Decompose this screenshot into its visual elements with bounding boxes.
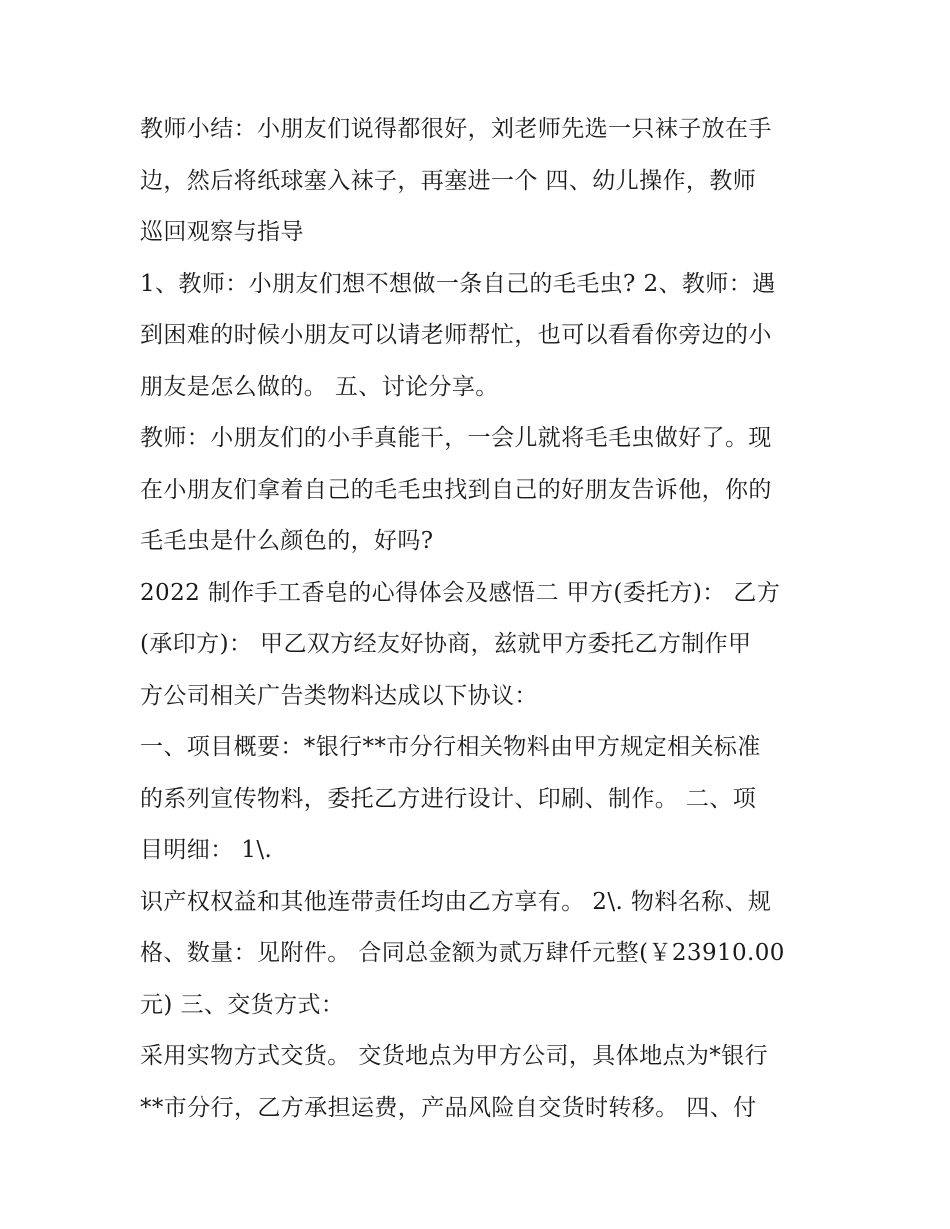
text-line: 1、教师：小朋友们想不想做一条自己的毛毛虫? 2、教师：遇 [140,270,776,297]
text-line: 到困难的时候小朋友可以请老师帮忙，也可以看看你旁边的小 [140,322,772,348]
text-line: 采用实物方式交货。 交货地点为甲方公司，具体地点为*银行 [140,1043,769,1069]
text-line: 的系列宣传物料，委托乙方进行设计、印刷、制作。 二、项 [140,785,757,812]
text-line: 一、项目概要：*银行**市分行相关物料由甲方规定相关标准 [140,734,761,760]
text-line: 巡回观察与指导 [140,219,304,245]
document-body [140,104,820,1134]
text-line: (承印方)： 甲乙双方经友好协商，兹就甲方委托乙方制作甲 [140,631,752,657]
text-line: 目明细： 1\. [140,837,273,863]
text-line: **市分行，乙方承担运费，产品风险自交货时转移。 四、付 [140,1094,757,1121]
text-line: 边，然后将纸球塞入袜子，再塞进一个 四、幼儿操作，教师 [140,167,757,194]
text-line: 识产权权益和其他连带责任均由乙方享有。 2\. 物料名称、规 [140,888,772,915]
text-line: 朋友是怎么做的。 五、讨论分享。 [140,373,499,400]
text-line: 在小朋友们拿着自己的毛毛虫找到自己的好朋友告诉他，你的 [140,476,772,503]
text-line: 教师：小朋友们的小手真能干，一会儿就将毛毛虫做好了。现 [140,425,772,451]
text-line: 方公司相关广告类物料达成以下协议： [140,682,538,709]
text-line: 毛毛虫是什么颜色的，好吗? [140,528,434,554]
text-line: 元) 三、交货方式： [140,991,345,1018]
text-line: 格、数量：见附件。 合同总金额为贰万肆仟元整(￥23910.00 [140,940,785,966]
text-line: 2022 制作手工香皂的心得体会及感悟二 甲方(委托方)： 乙方 [140,579,781,606]
text-line: 教师小结：小朋友们说得都很好，刘老师先选一只袜子放在手 [140,116,772,142]
